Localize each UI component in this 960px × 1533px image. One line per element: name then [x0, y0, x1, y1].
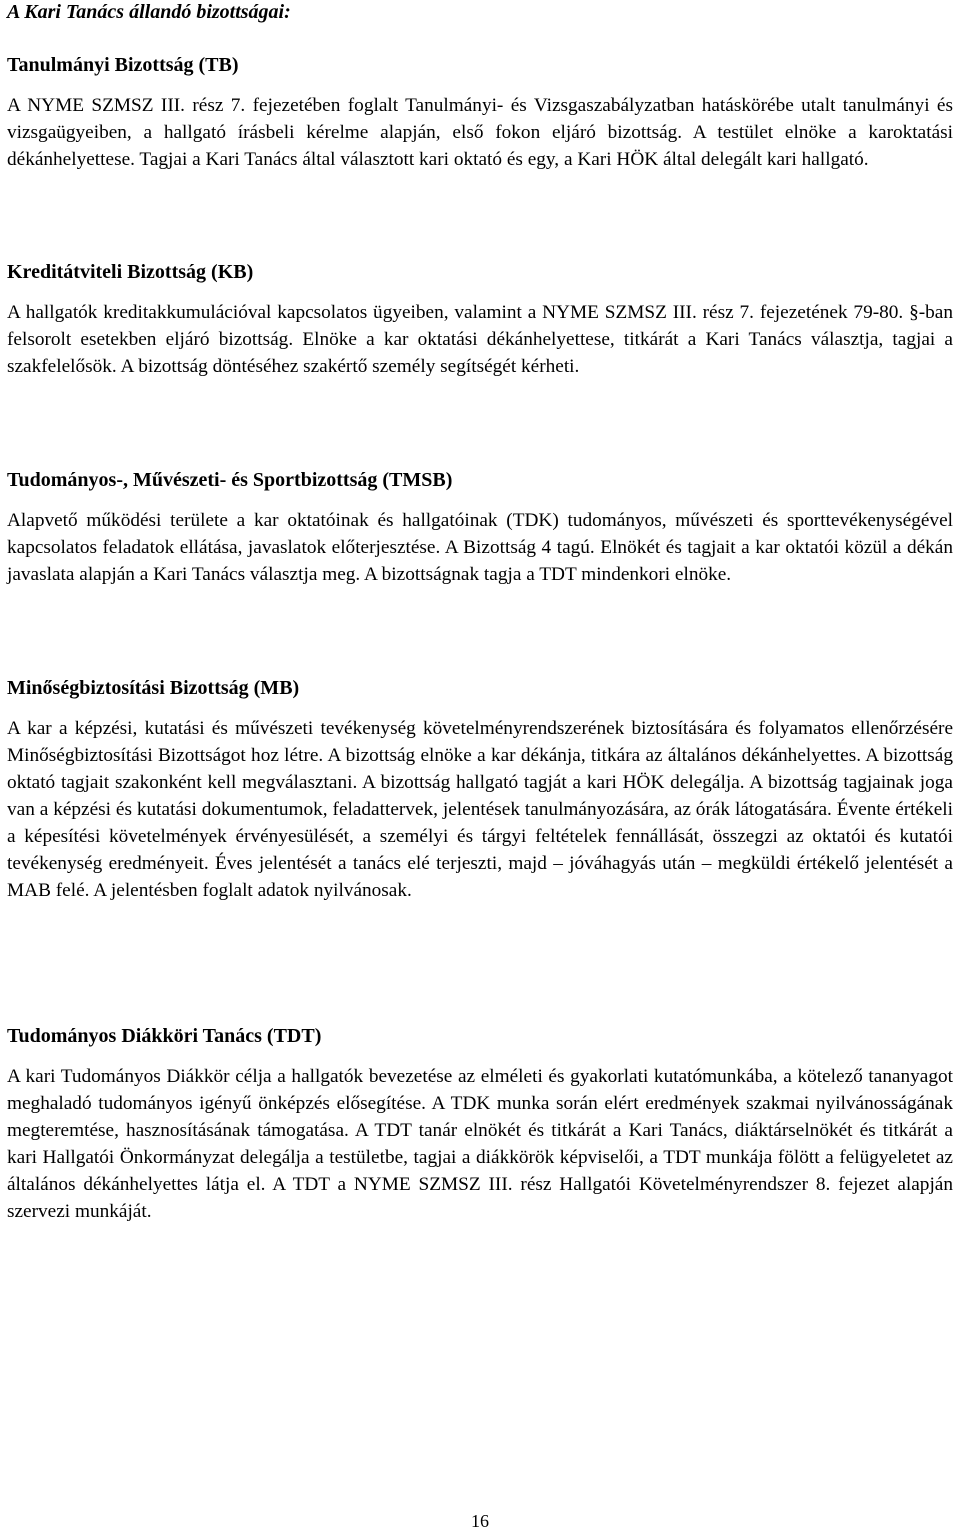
section-body: A kar a képzési, kutatási és művészeti tevékenység követelményrendszerének biztosítására és folyamatos ellenőrzésére Minőségbiztosítási Bizottságot hoz létre. A bizottság elnöke a kar dékánja, titkára az általános dékánhelyettes. A bizottság oktató tagjait szakonként kell megválasztani. A bizottság hallgató tagját a kari HÖK delegálja. A bizottság tagjainak joga van a képzési és kutatási dokumentumok, feladattervek, jelentések tanulmányozására, az órák látogatására. Évente értékeli a képesítési követelmények érvényesülését, a személyi és tárgyi feltételek fennállását, összegzi az oktatói és kutatói tevékenység eredményeit. Éves jelentését a tanács elé terjeszti, majd – jóváhagyás után – megküldi értékelő jelentését a MAB felé. A jelentésben foglalt adatok nyilvánosak.: [7, 718, 953, 902]
section-tanulmanyi-bizottsag: [7, 52, 953, 173]
section-body: A hallgatók kreditakkumulációval kapcsolatos ügyeiben, valamint a NYME SZMSZ III. rész 7. fejezetének 79-80. §-ban felsorolt esetekben eljáró bizottság. Elnöke a kar oktatási dékánhelyettese, titkárát a Kari Tanács választja, tagjai a szakfelelősök. A bizottság döntéséhez szakértő személy segítségét kérheti.: [7, 302, 953, 378]
section-minosegbiztositasi-bizottsag: [7, 675, 953, 904]
section-tudomanyos-diakkori-tanacs: [7, 1023, 953, 1225]
section-title: Tudományos Diákköri Tanács (TDT): [7, 1025, 322, 1047]
page-heading: A Kari Tanács állandó bizottságai:: [7, 1, 291, 23]
page-number: 16: [471, 1511, 489, 1531]
section-body: Alapvető működési területe a kar oktatóinak és hallgatóinak (TDK) tudományos, művészeti és sporttevékenységével kapcsolatos feladatok ellátása, javaslatok előterjesztése. A Bizottság 4 tagú. Elnökét és tagjait a kar oktatói közül a dékán javaslata alapján a Kari Tanács választja meg. A bizottságnak tagja a TDT mindenkori elnöke.: [7, 510, 953, 586]
section-title: Minőségbiztosítási Bizottság (MB): [7, 677, 300, 699]
section-body: A kari Tudományos Diákkör célja a hallgatók bevezetése az elméleti és gyakorlati kutatómunkába, a kötelező tananyagot meghaladó tudományos igényű önképzés elősegítése. A TDK munka során elért eredmények szakmai nyilvánosságának megteremtése, hasznosításának támogatása. A TDT tanár elnökét és titkárát a Kari Tanács, diáktárselnökét és titkárát a kari Hallgatói Önkormányzat delegálja a testületbe, tagjai a diákkörök képviselői, a TDT munkája fölött a felügyeletet az általános dékánhelyettes látja el. A TDT a NYME SZMSZ III. rész Hallgatói Követelményrendszer 8. fejezet alapján szervezi munkáját.: [7, 1066, 953, 1223]
section-kreditatviteli-bizottsag: [7, 259, 953, 380]
section-tudomanyos-muveszeti-sportbizottsag: [7, 467, 953, 588]
section-title: Tanulmányi Bizottság (TB): [7, 54, 239, 76]
section-body: A NYME SZMSZ III. rész 7. fejezetében foglalt Tanulmányi- és Vizsgaszabályzatban hatáskörébe utalt tanulmányi és vizsgaügyeiben, a hallgató írásbeli kérelme alapján, első fokon eljáró bizottság. A testület elnöke a karoktatási dékánhelyettese. Tagjai a Kari Tanács által választott kari oktató és egy, a Kari HÖK által delegált kari hallgató.: [7, 95, 953, 171]
section-title: Tudományos-, Művészeti- és Sportbizottság (TMSB): [7, 469, 453, 491]
section-title: Kreditátviteli Bizottság (KB): [7, 261, 254, 283]
